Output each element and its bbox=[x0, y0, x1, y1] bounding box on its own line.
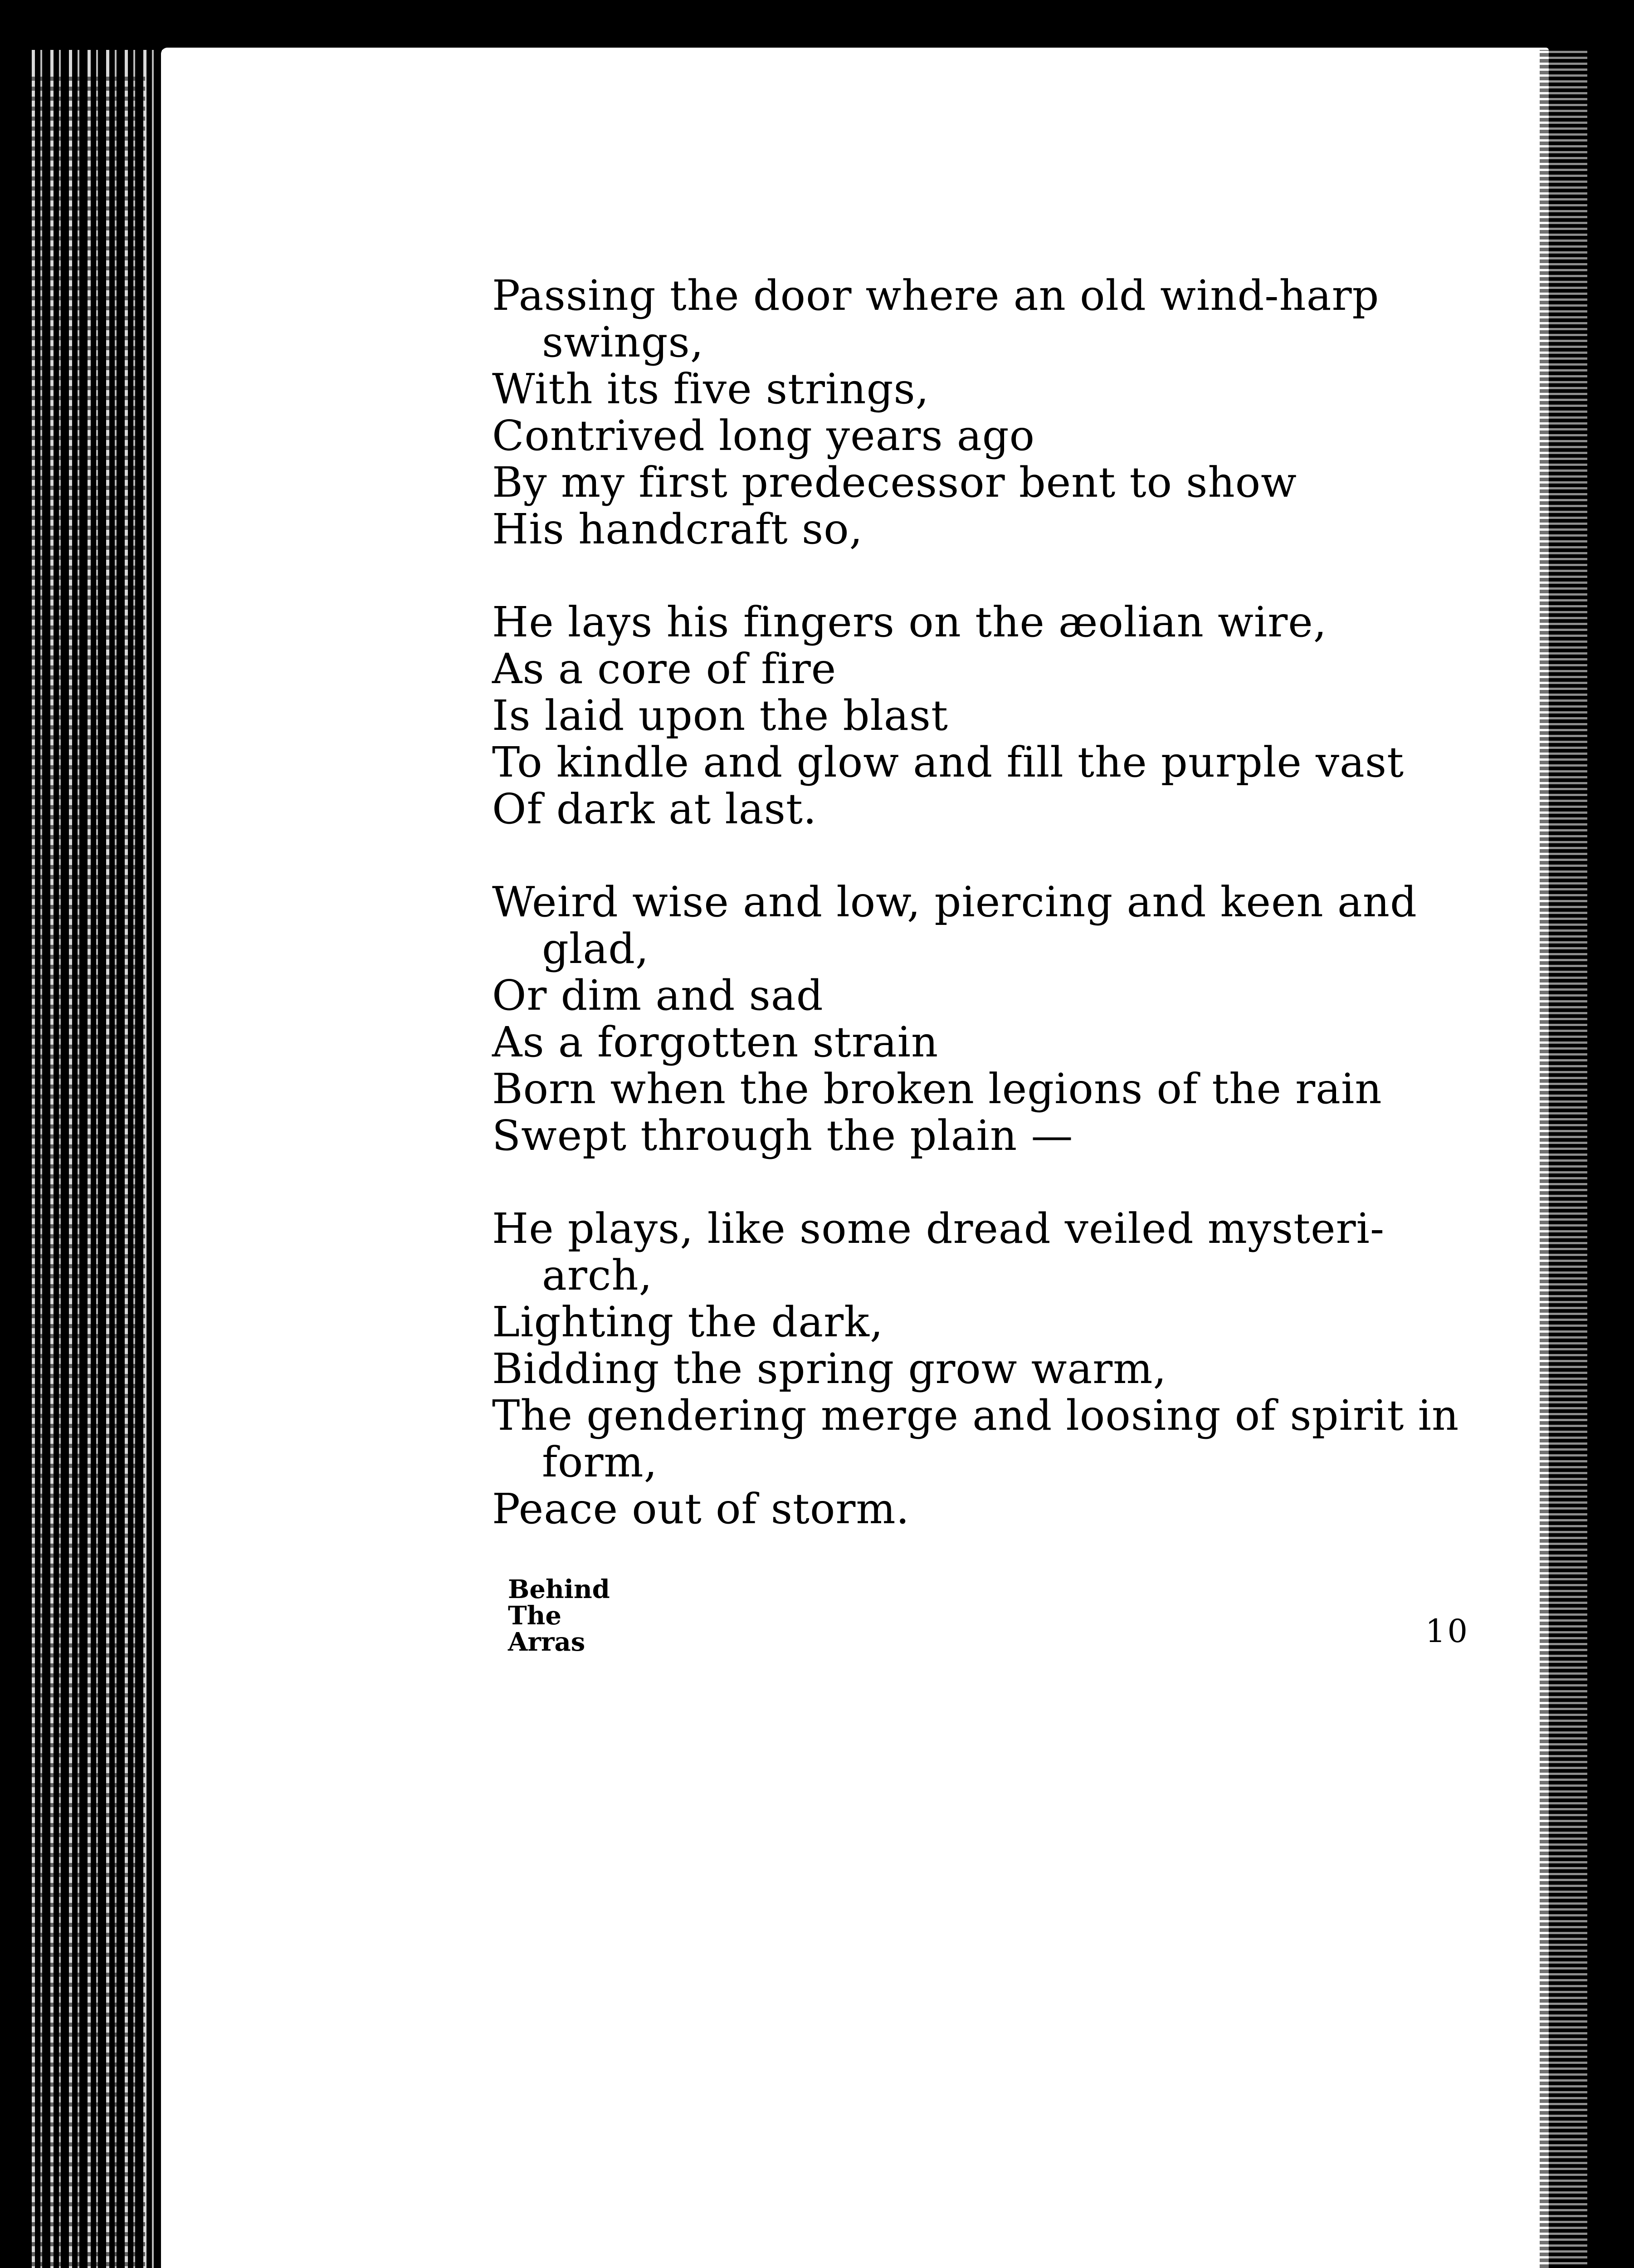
scan-noise bbox=[18, 73, 145, 2268]
poem-line: Or dim and sad bbox=[492, 971, 824, 1020]
page-footer bbox=[508, 1576, 1488, 1667]
running-title-line: Behind bbox=[508, 1574, 610, 1604]
poem-line: Weird wise and low, piercing and keen and bbox=[492, 878, 1417, 926]
poem-line: Born when the broken legions of the rain bbox=[492, 1065, 1382, 1113]
stanza-4 bbox=[492, 1205, 1526, 1532]
poem-line: As a forgotten strain bbox=[492, 1018, 939, 1066]
poem-line: Is laid upon the blast bbox=[492, 691, 948, 740]
running-title bbox=[508, 1576, 610, 1655]
poem-line: He lays his fingers on the æolian wire, bbox=[492, 598, 1327, 646]
poem-line: Passing the door where an old wind-harp bbox=[492, 271, 1380, 320]
poem-line: With its five strings, bbox=[492, 365, 930, 413]
poem-line: glad, bbox=[542, 924, 649, 973]
stanza-1 bbox=[492, 272, 1526, 552]
running-title-line: The bbox=[508, 1601, 562, 1631]
poem-line: form, bbox=[542, 1438, 658, 1486]
poem-line: Peace out of storm. bbox=[492, 1485, 910, 1533]
poem-line: Bidding the spring grow warm, bbox=[492, 1344, 1167, 1393]
poem-line: To kindle and glow and fill the purple vast bbox=[492, 738, 1405, 787]
poem-line: He plays, like some dread veiled mysteri- bbox=[492, 1204, 1385, 1253]
poem-line: Of dark at last. bbox=[492, 785, 817, 833]
poem-line: His handcraft so, bbox=[492, 505, 863, 553]
poem bbox=[492, 272, 1526, 1532]
poem-line: Lighting the dark, bbox=[492, 1298, 884, 1346]
page-number: 10 bbox=[1425, 1613, 1469, 1650]
poem-line: As a core of fire bbox=[492, 645, 837, 693]
running-title-line: Arras bbox=[508, 1627, 585, 1657]
poem-line: By my first predecessor bent to show bbox=[492, 458, 1297, 507]
poem-line: Contrived long years ago bbox=[492, 411, 1035, 460]
stanza-2 bbox=[492, 599, 1526, 832]
poem-line: Swept through the plain — bbox=[492, 1111, 1073, 1160]
poem-line: The gendering merge and loosing of spirit in bbox=[492, 1391, 1459, 1440]
stanza-3 bbox=[492, 879, 1526, 1159]
page-right-edge bbox=[1540, 50, 1587, 2268]
poem-line: arch, bbox=[542, 1251, 653, 1300]
poem-line: swings, bbox=[542, 318, 704, 367]
